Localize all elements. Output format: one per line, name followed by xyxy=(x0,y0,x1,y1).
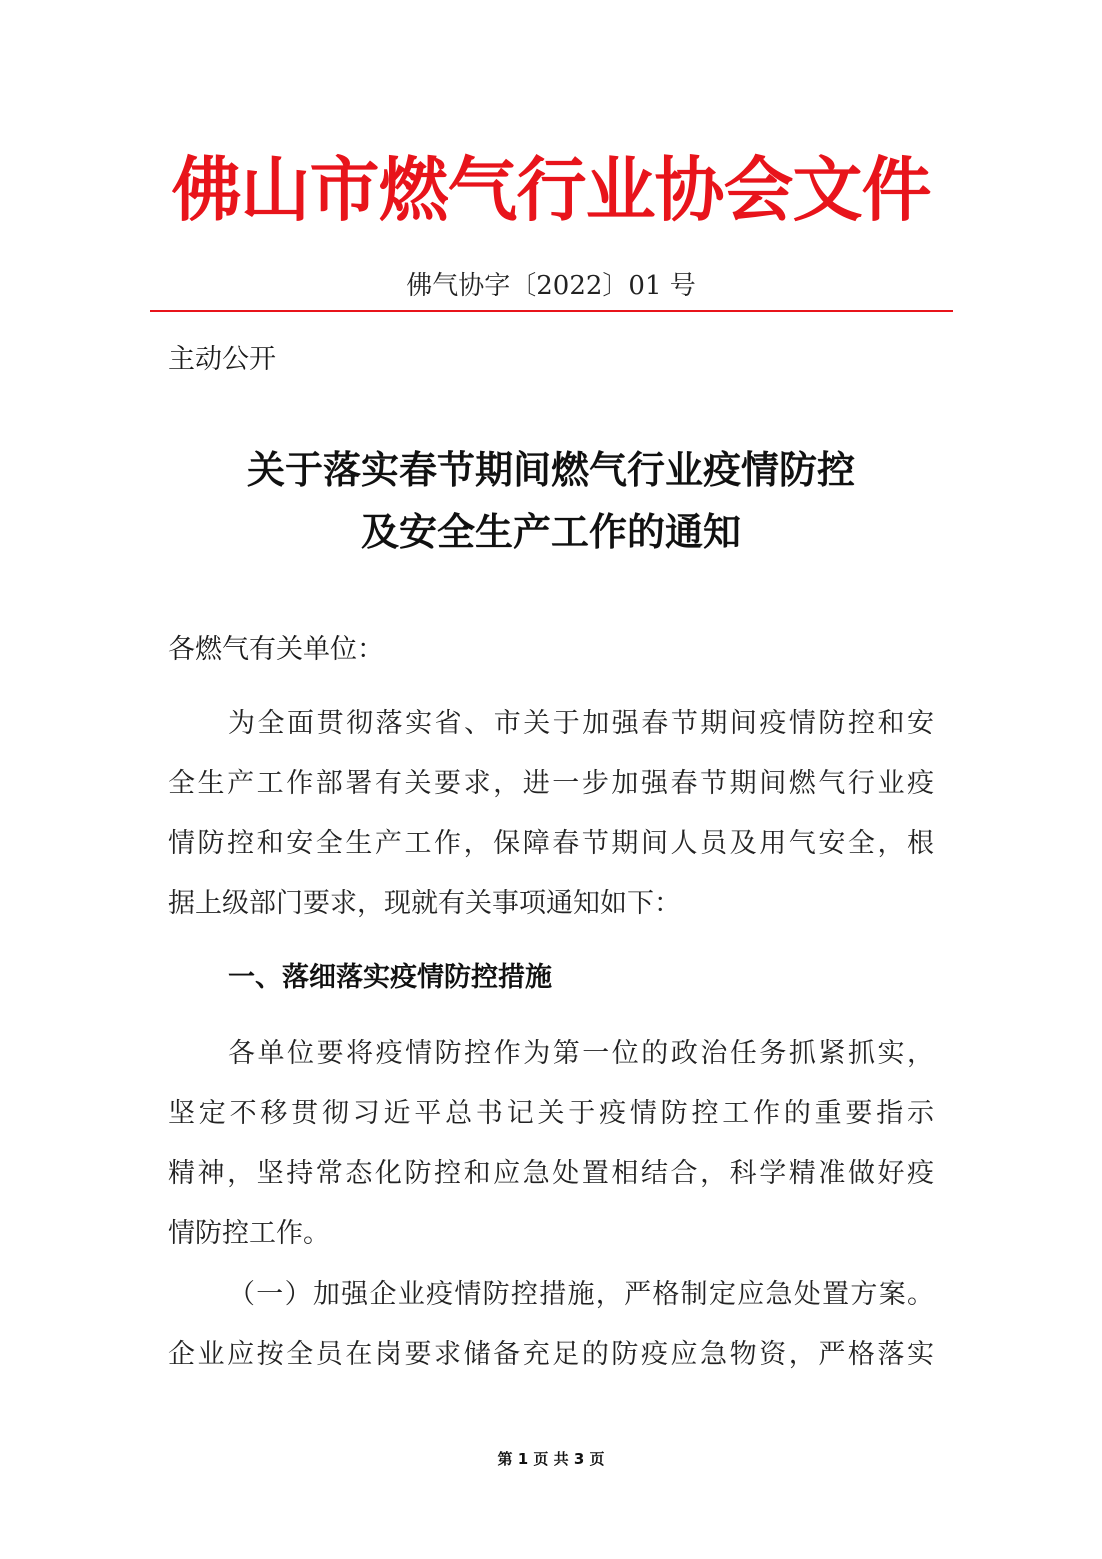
document-number: 佛气协字〔2022〕01 号 xyxy=(406,271,696,301)
disclosure-label: 主动公开 xyxy=(168,344,276,375)
salutation: 各燃气有关单位： xyxy=(168,634,384,665)
notice-title-line-1: 关于落实春节期间燃气行业疫情防控 xyxy=(246,447,855,492)
paragraph-2-line: 精神，坚持常态化防控和应急处置相结合，科学精准做好疫 xyxy=(168,1158,934,1189)
paragraph-1-line: 全生产工作部署有关要求，进一步加强春节期间燃气行业疫 xyxy=(168,768,934,799)
paragraph-2-line: 情防控工作。 xyxy=(168,1218,330,1249)
paragraph-2-line: 各单位要将疫情防控作为第一位的政治任务抓紧抓实， xyxy=(228,1038,934,1069)
red-divider xyxy=(150,310,953,312)
paragraph-3-line: （一）加强企业疫情防控措施，严格制定应急处置方案。 xyxy=(228,1279,934,1310)
section-heading-1: 一、落细落实疫情防控措施 xyxy=(228,962,552,993)
paragraph-3-line: 企业应按全员在岗要求储备充足的防疫应急物资，严格落实 xyxy=(168,1339,934,1370)
page-footer: 第 1 页 共 3 页 xyxy=(497,1450,605,1468)
paragraph-2-line: 坚定不移贯彻习近平总书记关于疫情防控工作的重要指示 xyxy=(168,1098,934,1129)
paragraph-1-line: 为全面贯彻落实省、市关于加强春节期间疫情防控和安 xyxy=(228,708,934,739)
notice-title-line-2: 及安全生产工作的通知 xyxy=(360,509,741,554)
masthead-title: 佛山市燃气行业协会文件 xyxy=(171,148,931,231)
paragraph-1-line: 情防控和安全生产工作，保障春节期间人员及用气安全，根 xyxy=(168,828,934,859)
paragraph-1-line: 据上级部门要求，现就有关事项通知如下： xyxy=(168,888,681,919)
